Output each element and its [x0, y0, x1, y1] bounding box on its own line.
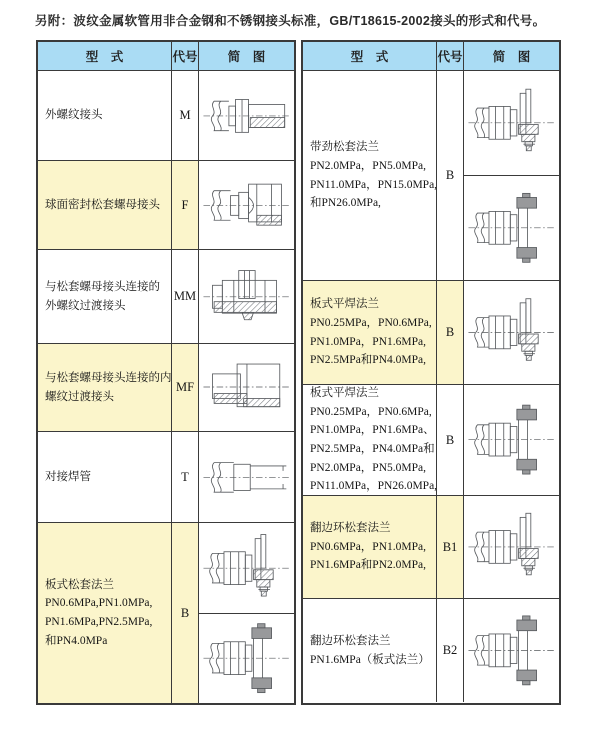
type-text-line: PN0.6MPa,PN1.0MPa,: [45, 597, 153, 610]
type-text-line: PN1.0MPa，PN1.6MPa,: [310, 335, 426, 348]
column-header-code: 代号: [436, 42, 463, 70]
diagram-cell: [198, 161, 294, 249]
diagram-nut: [199, 161, 294, 249]
code-cell: B: [436, 71, 463, 280]
type-text-line: 板式平焊法兰: [310, 387, 379, 400]
diagram-cell: [198, 432, 294, 522]
diagram-cell: [198, 250, 294, 343]
type-text-line: PN11.0MPa，PN26.0MPa,: [310, 480, 438, 493]
type-cell: [38, 250, 171, 343]
code-cell: B: [436, 281, 463, 384]
code-cell: B1: [436, 496, 463, 598]
type-text-line: PN1.6MPa（板式法兰）: [310, 653, 430, 666]
tables-container: [36, 40, 561, 705]
table-row: [38, 249, 294, 343]
type-cell: [38, 344, 171, 431]
type-text-line: 和PN4.0MPa: [45, 634, 108, 647]
type-text-line: 螺纹过渡接头: [45, 390, 114, 403]
table-row: [303, 384, 559, 495]
code-cell: B: [436, 385, 463, 495]
table-row: [303, 280, 559, 384]
diagram-flange-up: [464, 71, 559, 175]
type-cell: [38, 161, 171, 249]
type-text-line: PN1.6MPa,PN2.5MPa,: [45, 616, 153, 628]
type-text-line: 外螺纹接头: [45, 109, 103, 122]
diagram-mf: [199, 344, 294, 431]
diagram-cell: [463, 599, 559, 702]
type-cell: [38, 523, 171, 703]
fitting-table-left: [36, 40, 296, 705]
type-cell: [303, 385, 436, 495]
code-cell: MM: [171, 250, 198, 343]
table-row: [38, 160, 294, 249]
diagram-flange-up: [199, 523, 294, 613]
diagram-flange-up: [464, 281, 559, 384]
code-cell: B: [171, 523, 198, 703]
type-text-line: PN0.6MPa，PN1.0MPa,: [310, 540, 426, 553]
type-text-line: PN0.25MPa，PN0.6MPa,: [310, 405, 432, 418]
diagram-mm: [199, 250, 294, 343]
diagram-flange-lugs: [199, 613, 294, 704]
diagram-cell: [463, 71, 559, 280]
column-header-type: 型 式: [38, 42, 171, 70]
column-header-type: 型 式: [303, 42, 436, 70]
code-cell: B2: [436, 599, 463, 702]
type-cell: [303, 496, 436, 598]
code-cell: F: [171, 161, 198, 249]
diagram-cell: [198, 71, 294, 160]
diagram-cell: [463, 496, 559, 598]
diagram-thread: [199, 71, 294, 160]
fitting-table-right: [301, 40, 561, 705]
type-text-line: 与松套螺母接头连接的内: [45, 371, 172, 384]
type-cell: [38, 71, 171, 160]
diagram-cell: [463, 385, 559, 495]
diagram-flange-up: [464, 496, 559, 598]
type-cell: [38, 432, 171, 522]
type-text-line: 板式平焊法兰: [310, 298, 379, 311]
type-cell: [303, 599, 436, 702]
diagram-flange-lugs: [464, 175, 559, 280]
diagram-cell: [198, 344, 294, 431]
type-text-line: PN2.5MPa和PN4.0MPa,: [310, 354, 426, 367]
type-text-line: 和PN26.0MPa,: [310, 197, 381, 210]
column-header-diagram: 简 图: [198, 42, 294, 70]
column-header-code: 代号: [171, 42, 198, 70]
column-header-diagram: 简 图: [463, 42, 559, 70]
type-cell: [303, 281, 436, 384]
page-title: 另附：波纹金属软管用非合金钢和不锈钢接头标准，GB/T18615-2002接头的形式和代号。: [35, 14, 546, 28]
type-text-line: PN11.0MPa，PN15.0MPa,: [310, 178, 438, 191]
table-row: [38, 70, 294, 160]
type-text-line: 球面密封松套螺母接头: [45, 198, 160, 211]
diagram-cell: [463, 281, 559, 384]
type-text-line: 与松套螺母接头连接的: [45, 280, 160, 293]
code-cell: T: [171, 432, 198, 522]
type-text-line: PN0.25MPa，PN0.6MPa,: [310, 316, 432, 329]
diagram-flange-lugs: [464, 385, 559, 495]
type-text-line: PN2.0MPa，PN5.0MPa,: [310, 159, 426, 172]
table-row: [38, 522, 294, 703]
table-row: [303, 495, 559, 598]
type-text-line: 板式松套法兰: [45, 578, 114, 591]
code-cell: MF: [171, 344, 198, 431]
diagram-weld: [199, 432, 294, 522]
type-text-line: PN2.5MPa，PN4.0MPa和: [310, 443, 435, 455]
table-header-row: [38, 42, 294, 70]
type-text-line: 翻边环松套法兰: [310, 634, 391, 647]
type-text-line: PN1.6MPa和PN2.0MPa,: [310, 559, 426, 572]
type-cell: [303, 71, 436, 280]
table-row: [303, 598, 559, 702]
table-row: [38, 343, 294, 431]
code-cell: M: [171, 71, 198, 160]
table-row: [303, 70, 559, 280]
type-text-line: 外螺纹过渡接头: [45, 299, 126, 312]
diagram-flange-lugs: [464, 599, 559, 702]
type-text-line: PN2.0MPa，PN5.0MPa,: [310, 461, 426, 474]
table-header-row: [303, 42, 559, 70]
type-text-line: 翻边环松套法兰: [310, 522, 391, 535]
type-text-line: 带劲松套法兰: [310, 141, 379, 154]
table-row: [38, 431, 294, 522]
diagram-cell: [198, 523, 294, 703]
type-text-line: PN1.0MPa，PN1.6MPa、: [310, 424, 435, 437]
type-text-line: 对接焊管: [45, 470, 91, 483]
